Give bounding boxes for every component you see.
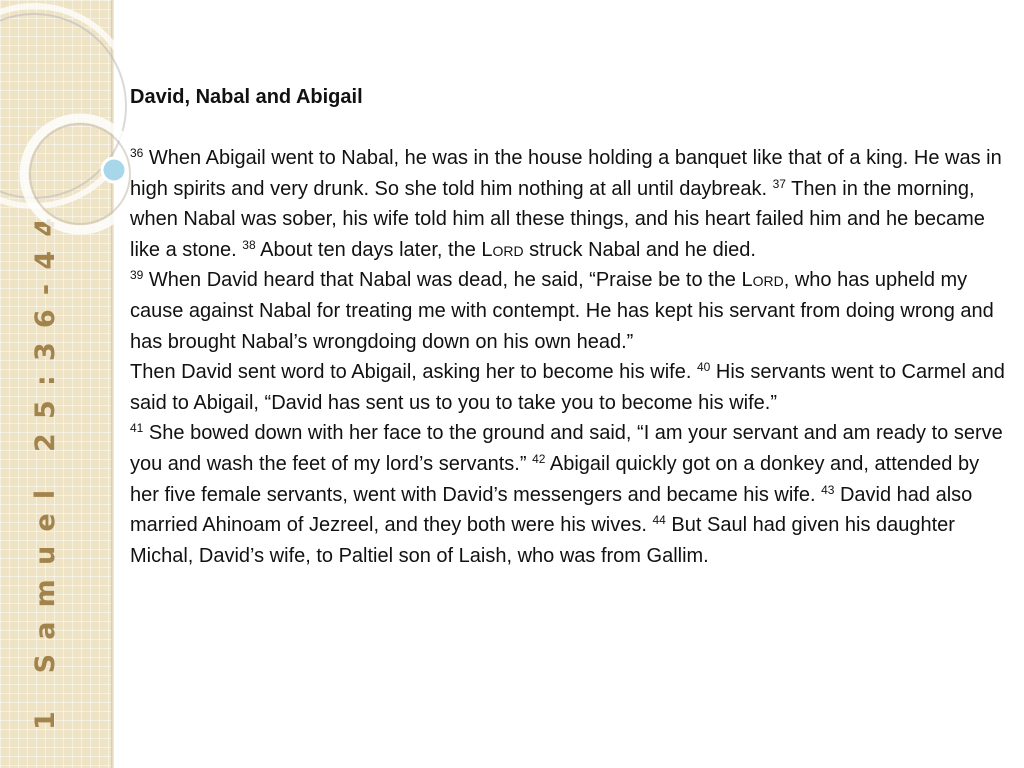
vertical-title: 1 Samuel 25:36-44	[30, 203, 61, 730]
verse-number-41: 41	[130, 421, 144, 436]
verse-number-43: 43	[821, 482, 835, 497]
verse-text-41: She bowed down with her face to the ground and said, “I am your servant and am ready to serve you and wash the feet of my lord’s servants.”	[130, 422, 1003, 475]
paragraph-3	[130, 357, 1010, 418]
verse-text-39c: Then David sent word to Abigail, asking her to become his wife.	[130, 361, 692, 384]
verse-number-39: 39	[130, 268, 144, 283]
verse-text-37: Then in the morning, when Nabal was sober, his wife told him all these things, and his heart failed him and he became like a stone.	[130, 177, 985, 261]
verse-text-44: But Saul had given his daughter Michal, David’s wife, to Paltiel son of Laish, who was from Gallim.	[130, 514, 955, 567]
verse-text-43: David had also married Ahinoam of Jezreel, and they both were his wives.	[130, 483, 973, 537]
verse-number-40: 40	[696, 360, 711, 375]
verse-number-44: 44	[652, 513, 666, 528]
lord-small-caps: Lord	[741, 269, 784, 292]
paragraph-1	[130, 143, 1010, 265]
slide-body	[130, 82, 1010, 571]
verse-text-39b: , who has upheld my cause against Nabal for treating me with contempt. He has kept his servant from doing wrong and has brought Nabal’s wrongdoing down on his own head.”	[130, 269, 994, 353]
verse-number-42: 42	[532, 451, 546, 466]
verse-text-42: Abigail quickly got on a donkey and, attended by her five female servants, went with David’s messengers and became his wife.	[130, 452, 980, 506]
sidebar-panel	[0, 0, 113, 768]
verse-number-37: 37	[772, 176, 786, 191]
paragraph-2	[130, 265, 1010, 357]
verse-text-38a: About ten days later, the	[260, 238, 476, 261]
sidebar-divider	[111, 0, 114, 768]
verse-number-38: 38	[242, 237, 256, 252]
lord-small-caps: Lord	[481, 238, 524, 261]
verse-text-36: When Abigail went to Nabal, he was in the house holding a banquet like that of a king. He was in high spirits and very drunk. So she told him nothing at all until daybreak.	[130, 147, 1002, 200]
verse-number-36: 36	[130, 146, 144, 160]
verse-text-38b: struck Nabal and he died.	[529, 238, 756, 261]
verse-text-39a: When David heard that Nabal was dead, he said, “Praise be to the	[148, 269, 736, 292]
paragraph-4	[130, 418, 1010, 571]
verse-text-40: His servants went to Carmel and said to Abigail, “David has sent us to you to take you to become his wife.”	[130, 361, 1005, 414]
slide-heading: David, Nabal and Abigail	[130, 86, 363, 108]
